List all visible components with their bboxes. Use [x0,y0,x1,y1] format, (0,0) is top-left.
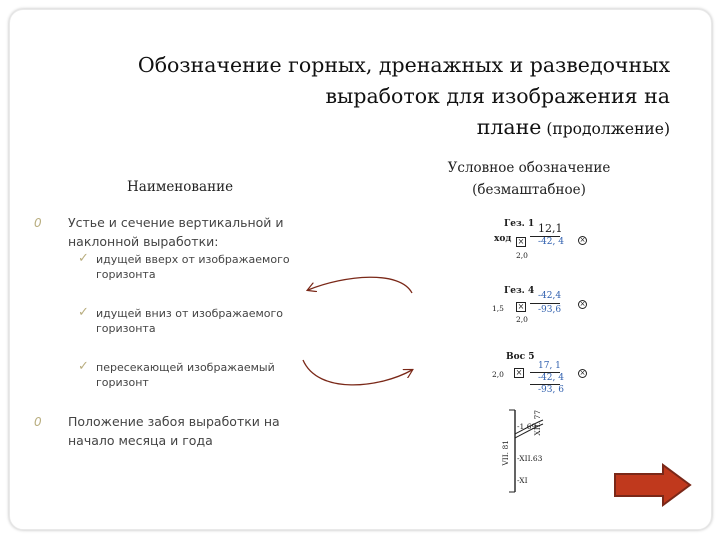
face-value-mid: -XII.63 [517,454,543,463]
title-line-2: выработок для изображения на [325,84,670,108]
title-line-1: Обозначение горных, дренажных и разведочных [137,53,670,77]
shaft-symbol-down [490,282,600,334]
symbol-name: Гез. 4 [504,286,535,296]
symbol-value-2: -42, 4 [538,373,564,383]
symbol-bottom-value: -42, 4 [538,237,564,247]
symbol-left-value: 1,5 [492,304,504,313]
bullet-marker: 0 [34,415,42,429]
symbol-top-value: 12,1 [538,222,563,235]
symbol-top-value: -42,4 [538,291,562,301]
check-icon: ✓ [78,251,89,266]
sub-item-line-1: идущей вниз от изображаемого [96,307,284,320]
title-line-3-main: плане [476,115,542,139]
face-value-bottom: -XI [517,476,528,485]
title-line-3-sub: (продолжение) [541,120,670,138]
next-slide-button[interactable] [613,463,692,507]
list-item-line-2: начало месяца и года [68,433,213,448]
shaft-box-icon: × [515,368,523,377]
face-position-symbol [495,406,555,496]
list-item-line-1: Положение забоя выработки на [68,414,280,429]
sub-item-line-1: пересекающей изображаемый [96,361,275,374]
cross-circle-icon: × [579,300,586,308]
symbol-size: 2,0 [516,315,528,324]
cross-circle-icon: × [579,369,586,377]
list-item-line-1: Устье и сечение вертикальной и [68,215,284,230]
symbol-left-value: 2,0 [492,370,504,379]
symbol-value-3: -93, 6 [538,385,564,395]
cross-circle-icon: × [579,236,586,244]
bullet-marker: 0 [34,216,42,230]
check-icon: ✓ [78,359,89,374]
shaft-box-icon: × [517,237,525,246]
header-symbol-line-2: (безмаштабное) [472,182,586,198]
curved-arrow-up [308,277,412,293]
curved-arrow-down [303,360,412,385]
sub-item-line-1: идущей вверх от изображаемого [96,253,290,266]
symbol-name: Гез. 1 [504,219,535,229]
shaft-symbol-crossing [490,349,600,401]
shaft-box-icon: × [517,302,525,311]
face-value-top: -1.69 [517,422,537,431]
sub-item-line-2: горизонта [96,268,156,281]
symbol-name-bottom: ход [494,234,512,244]
header-name: Наименование [127,179,234,195]
symbol-size: 2,0 [516,251,528,260]
face-value-right: XII. 77 [533,410,542,436]
right-arrow-icon [613,463,692,507]
header-symbol-line-1: Условное обозначение [447,160,611,176]
sub-item-line-2: горизонт [96,376,149,389]
shaft-symbol-up [490,214,600,266]
sub-item-line-2: горизонта [96,322,156,335]
symbol-value-1: 17, 1 [538,361,561,371]
symbol-bottom-value: -93,6 [538,305,562,315]
face-value-left: VII. 81 [501,440,510,466]
check-icon: ✓ [78,305,89,320]
symbol-name: Вос 5 [506,352,535,362]
list-item-line-2: наклонной выработки: [68,234,219,249]
